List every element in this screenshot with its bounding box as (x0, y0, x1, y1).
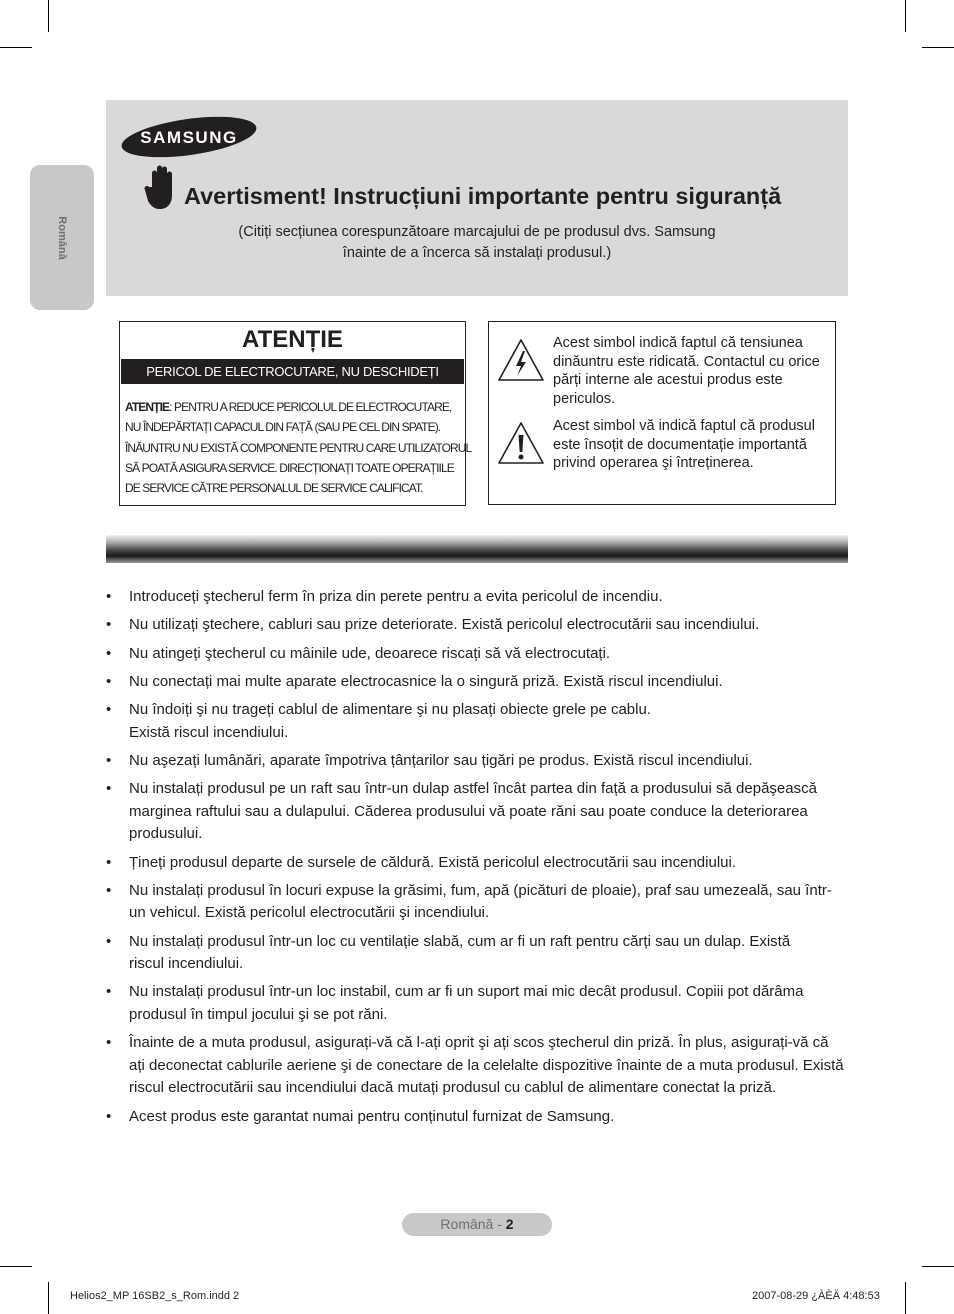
list-item: • Nu aşezați lumânări, aparate împotriva țânțarilor sau țigări pe produs. Există riscul incendiului. (106, 750, 846, 773)
list-item: • Nu instalați produsul în locuri expuse la grăsimi, fum, apă (picături de ploaie), praf sau umezeală, sau într-un vehicul. Există pericolul electrocutării şi incendiului. (106, 880, 846, 925)
caution-symbol-text: Acest simbol vă indică faptul că produsul este însoțit de documentație importantă privind operarea şi întreținerea. (553, 418, 815, 471)
attention-label: ATENȚIE (125, 400, 170, 414)
crop-mark (905, 0, 906, 32)
crop-mark (48, 1282, 49, 1314)
attention-line-4: SĂ POATĂ ASIGURA SERVICE. DIRECȚIONAȚI TOATE OPERAȚIILE (125, 460, 454, 475)
crop-mark (905, 1282, 906, 1314)
stop-hand-icon (144, 163, 180, 213)
attention-line-2: NU ÎNDEPĂRTAȚI CAPACUL DIN FAȚĂ (SAU PE CEL DIN SPATE). (125, 420, 441, 435)
page-number: 2 (505, 1216, 514, 1232)
page-label: Română - (440, 1216, 506, 1232)
samsung-logo (120, 116, 258, 158)
file-name: Helios2_MP 16SB2_s_Rom.indd 2 (70, 1290, 240, 1302)
crop-mark (48, 0, 49, 32)
subtitle-line-2: înainte de a încerca să instalați produsul.) (342, 245, 612, 261)
list-item: • Nu îndoiți şi nu trageți cablul de alimentare şi nu plasați obiecte grele pe cablu. Există riscul incendiului. (106, 699, 846, 744)
page-title: Avertisment! Instrucțiuni importante pentru siguranță (184, 183, 782, 209)
attention-title: ATENȚIE (242, 326, 343, 353)
list-item: • Nu instalați produsul pe un raft sau într-un dulap astfel încât partea din față a produsului să depăşească marginea raftului sau a dulapului. Căderea produsului vă poate răni sau poate conduce la deteriorarea produsului. (106, 778, 846, 846)
crop-mark (922, 1266, 954, 1267)
crop-mark (0, 47, 32, 48)
attention-line-5: DE SERVICE CĂTRE PERSONALUL DE SERVICE CALIFICAT. (125, 481, 423, 496)
attention-body (125, 397, 470, 498)
attention-line-3: ÎNĂUNTRU NU EXISTĂ COMPONENTE PENTRU CARE UTILIZATORUL (125, 440, 472, 455)
language-tab (30, 165, 94, 310)
language-tab-label: Română (56, 215, 68, 260)
list-item: • Nu instalați produsul într-un loc cu ventilație slabă, cum ar fi un raft pentru cărți sau un dulap. Există riscul incendiului. (106, 931, 846, 976)
attention-box (119, 321, 472, 506)
list-item: • Nu utilizați ştechere, cabluri sau prize deteriorate. Există pericolul electrocutării sau incendiului. (106, 614, 846, 637)
crop-mark (922, 47, 954, 48)
list-item: • Țineți produsul departe de sursele de căldură. Există pericolul electrocutării sau incendiului. (106, 852, 846, 875)
attention-line-1: : PENTRU A REDUCE PERICOLUL DE ELECTROCUTARE, (169, 400, 452, 414)
voltage-symbol-text: Acest simbol indică faptul că tensiunea dinăuntru este ridicată. Contactul cu orice părți interne ale acestui produs este periculos. (553, 335, 820, 407)
logo-text: SAMSUNG (140, 128, 238, 147)
attention-warning-bar: PERICOL DE ELECTROCUTARE, NU DESCHIDEȚI (121, 359, 464, 384)
page-number-badge (402, 1213, 552, 1236)
crop-mark (0, 1266, 32, 1267)
list-item: • Nu conectați mai multe aparate electrocasnice la o singură priză. Există riscul incendiului. (106, 671, 846, 694)
section-divider-bar (106, 535, 848, 563)
list-item: • Nu instalați produsul într-un loc instabil, cum ar fi un suport mai mic decât produsul. Copiii pot dărâma produsul în timpul jocului şi se pot răni. (106, 981, 846, 1026)
print-timestamp: 2007-08-29 ¿ÀÈÄ 4:48:53 (752, 1290, 880, 1302)
safety-rules-list (106, 586, 846, 1134)
exclamation-triangle-icon (497, 421, 545, 465)
subtitle-line-1: (Citiți secțiunea corespunzătoare marcajului de pe produsul dvs. Samsung (238, 224, 716, 240)
list-item: • Introduceți ştecherul ferm în priza din perete pentru a evita pericolul de incendiu. (106, 586, 846, 609)
list-item: • Nu atingeți ştecherul cu mâinile ude, deoarece riscați să vă electrocutați. (106, 643, 846, 666)
list-item: • Acest produs este garantat numai pentru conținutul furnizat de Samsung. (106, 1106, 846, 1129)
lightning-triangle-icon (497, 338, 545, 382)
list-item: • Înainte de a muta produsul, asigurați-vă că l-ați oprit şi ați scos ştecherul din priză. În plus, asigurați-vă că ați deconectat cablurile aeriene şi de conectare de la celelalte dispozitive înainte de a muta produsul. Există riscul electrocutării sau incendiului dacă mutați produsul cu cablul de alimentare conectat la priză. (106, 1032, 846, 1100)
